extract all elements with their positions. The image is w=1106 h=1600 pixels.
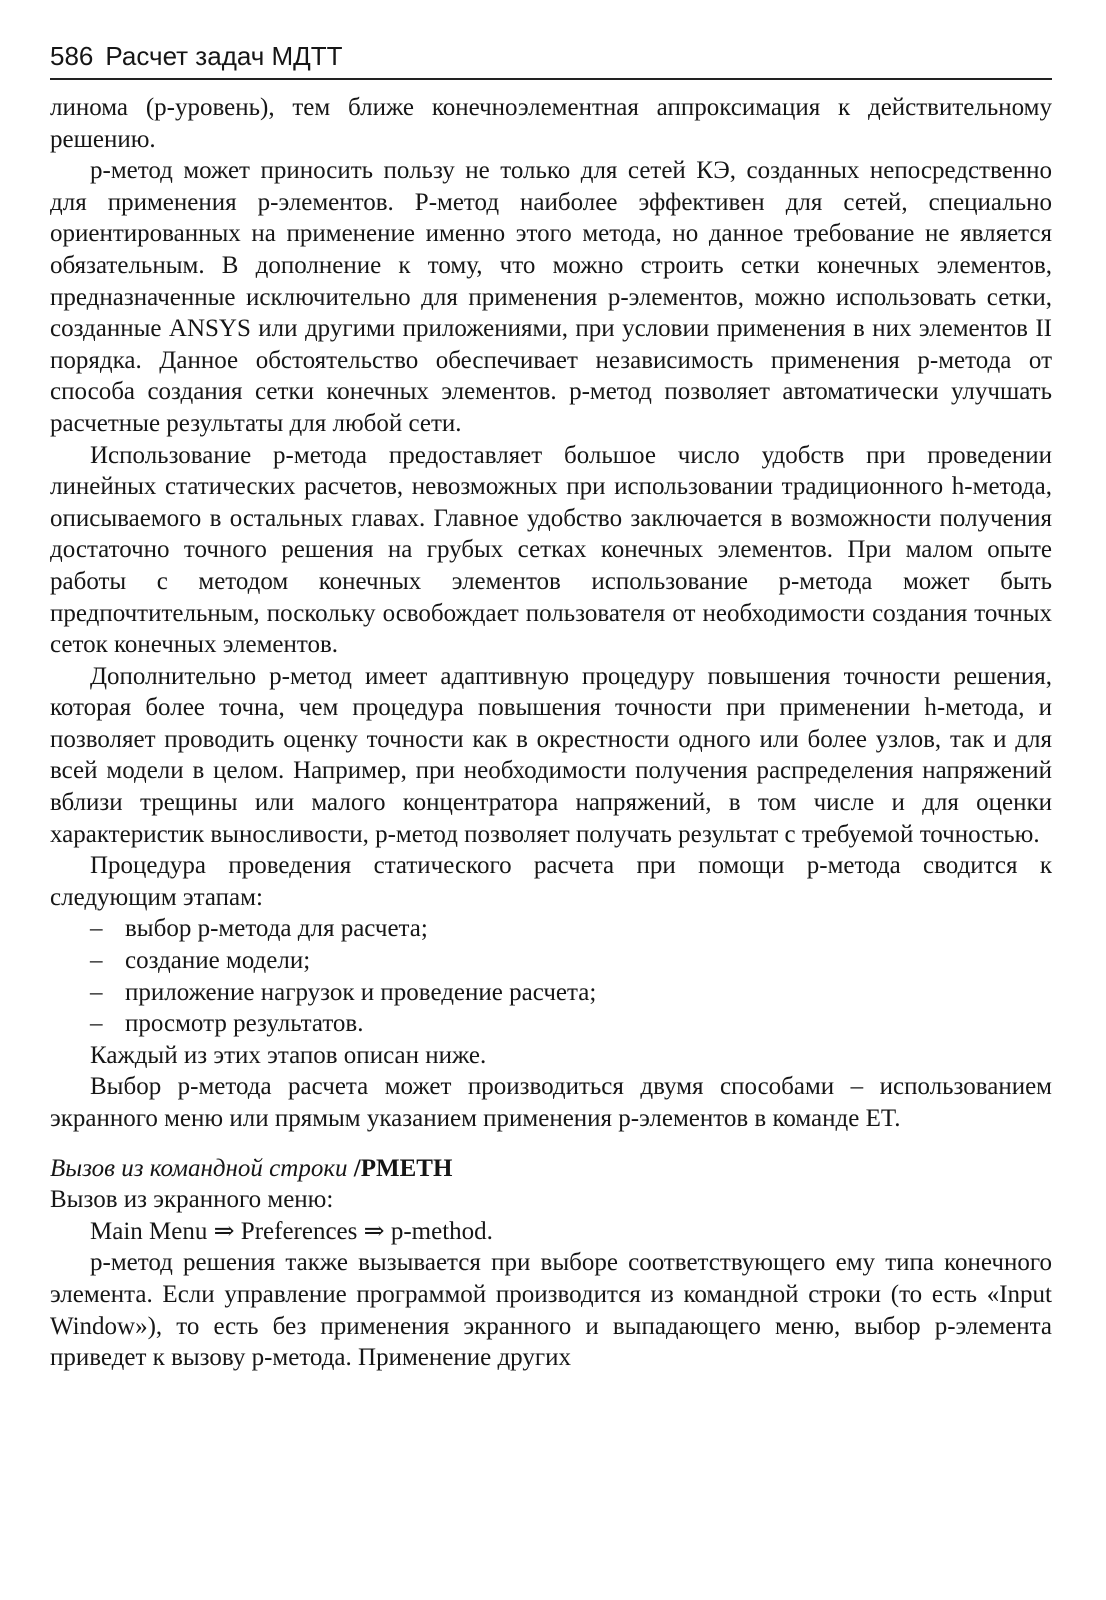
running-header bbox=[50, 40, 1052, 80]
chapter-title: Расчет задач МДТТ bbox=[105, 41, 343, 71]
dash-marker: – bbox=[90, 947, 103, 975]
book-page bbox=[50, 40, 1052, 1374]
menu-call-label: Вызов из экранного меню: bbox=[50, 1186, 334, 1214]
dash-marker: – bbox=[90, 1010, 103, 1038]
list-item: – просмотр результатов. bbox=[50, 1008, 1052, 1040]
paragraph-element-type: p-метод решения также вызывается при выборе соответствующего ему типа конечного элемента. Если управление программой производится из командной строки (то есть «Input Window»), то есть без применения экранного и выпадающего меню, выбор p-элемента приведет к вызову p-метода. Применение других bbox=[50, 1249, 1052, 1372]
paragraph-pmethod-meshes: p-метод может приносить пользу не только для сетей КЭ, созданных непосредственно для применения p-элементов. P-метод наиболее эффективен для сетей, специально ориентированных на применение именно этого метода, но данное требование не является обязательным. В дополнение к тому, что можно строить сетки конечных элементов, предназначенные исключительно для применения p-элементов, можно использовать сетки, созданные ANSYS или другими приложениями, при условии применения в них элементов II порядка. Данное обстоятельство обеспечивает независимость применения p-метода от способа создания сетки конечных элементов. p-метод позволяет автоматически улучшать расчетные результаты для любой сети. bbox=[50, 157, 1052, 437]
paragraph-stages-described: Каждый из этих этапов описан ниже. bbox=[90, 1041, 487, 1069]
paragraph-continuation: линома (p-уровень), тем ближе конечноэлементная аппроксимация к действительному решению. bbox=[50, 94, 1052, 153]
list-item: – создание модели; bbox=[50, 945, 1052, 977]
paragraph-adaptive-procedure: Дополнительно p-метод имеет адаптивную процедуру повышения точности решения, которая более точна, чем процедура повышения точности при применении h-метода, и позволяет проводить оценку точности как в окрестности одного или более узлов, так и для всей модели в целом. Например, при необходимости получения распределения напряжений вблизи трещины или малого концентратора напряжений, в том числе и для оценки характеристик выносливости, p-метод позволяет получать результат с требуемой точностью. bbox=[50, 662, 1052, 848]
command-line-heading bbox=[50, 1153, 1052, 1185]
list-item: – выбор p-метода для расчета; bbox=[50, 913, 1052, 945]
dash-marker: – bbox=[90, 915, 103, 943]
list-item: – приложение нагрузок и проведение расчета; bbox=[50, 977, 1052, 1009]
steps-list bbox=[50, 913, 1052, 1039]
paragraph-selection-methods: Выбор p-метода расчета может производиться двумя способами – использованием экранного меню или прямым указанием применения p-элементов в команде ET. bbox=[50, 1073, 1052, 1132]
pmeth-command: /PMETH bbox=[353, 1154, 453, 1182]
command-line-label: Вызов из командной строки bbox=[50, 1154, 348, 1182]
dash-marker: – bbox=[90, 978, 103, 1006]
paragraph-procedure-intro: Процедура проведения статического расчета при помощи p-метода сводится к следующим этапам: bbox=[50, 852, 1052, 911]
body-text bbox=[50, 92, 1052, 1374]
paragraph-pmethod-advantages: Использование p-метода предоставляет большое число удобств при проведении линейных статических расчетов, невозможных при использовании традиционного h-метода, описываемого в остальных главах. Главное удобство заключается в возможности получения достаточно точного решения на грубых сетках конечных элементов. При малом опыте работы с методом конечных элементов использование p-метода может быть предпочтительным, поскольку освобождает пользователя от необходимости создания точных сеток конечных элементов. bbox=[50, 441, 1052, 659]
menu-path: Main Menu ⇒ Preferences ⇒ p-method. bbox=[90, 1217, 493, 1245]
page-number: 586 bbox=[50, 41, 94, 71]
